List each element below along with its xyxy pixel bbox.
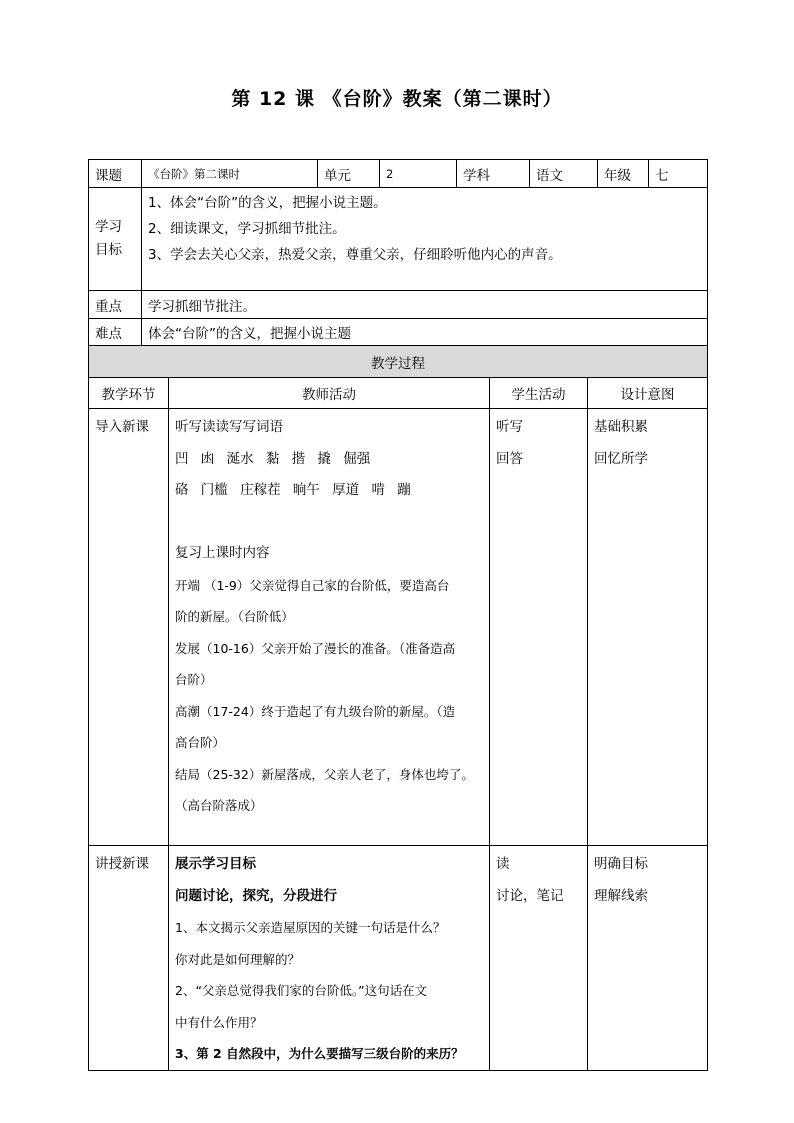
process-banner: 教学过程: [89, 346, 708, 378]
goals-label: [89, 188, 142, 291]
purpose-line: 基础积累: [594, 419, 648, 435]
purpose-cell: [588, 846, 708, 1071]
lesson-info-table: [88, 159, 708, 346]
difficulty-label: 难点: [89, 319, 142, 346]
goal-item: 2、细读课文，学习抓细节批注。: [148, 221, 346, 237]
student-line: 听写: [496, 419, 523, 435]
table-row: [89, 409, 708, 846]
teacher-line: 凹 凼 涎水 黏 揩 撬 倔强: [175, 450, 371, 467]
purpose-line: 理解线索: [594, 887, 648, 904]
focus-value: 学习抓细节批注。: [142, 291, 708, 319]
teacher-line: 2、“父亲总觉得我们家的台阶低。”这句话在文: [175, 983, 428, 998]
purpose-line: 明确目标: [594, 856, 648, 872]
teaching-process-table: [88, 345, 708, 1071]
grade-value: 七: [649, 160, 708, 188]
student-activity-cell: [490, 846, 588, 1071]
teacher-line: 高潮（17-24）终于造起了有九级台阶的新屋。（造: [175, 703, 456, 719]
goals-label-line: 学习: [95, 219, 122, 235]
student-line: 讨论，笔记: [496, 887, 564, 904]
stage-cell: [89, 846, 169, 1071]
teacher-line: （高台阶落成）: [175, 798, 263, 813]
goal-item: 1、体会“台阶”的含义，把握小说主题。: [148, 195, 387, 211]
purpose-cell: [588, 409, 708, 846]
goals-label-line: 目标: [95, 242, 122, 258]
student-line: 读: [496, 856, 510, 872]
table-row: [89, 846, 708, 1071]
subject-value: 语文: [530, 160, 598, 188]
teacher-line: 3、第 2 自然段中，为什么要描写三级台阶的来历？: [175, 1046, 464, 1061]
topic-label: 课题: [89, 160, 142, 188]
unit-value: 2: [380, 160, 457, 188]
focus-label: 重点: [89, 291, 142, 319]
stage-label: 导入新课: [95, 419, 149, 435]
header-stage: 教学环节: [89, 378, 169, 409]
teacher-line: 阶的新屋。（台阶低）: [175, 609, 294, 624]
header-purpose: 设计意图: [588, 378, 708, 409]
teacher-line: 结局（25-32）新屋落成，父亲人老了，身体也垮了。: [175, 766, 474, 782]
teacher-line: 台阶）: [175, 672, 213, 687]
teacher-line: 复习上课时内容: [175, 545, 270, 561]
teacher-line: 中有什么作用？: [175, 1014, 263, 1030]
teacher-line: 听写读读写写词语: [175, 419, 283, 435]
teacher-line: 展示学习目标: [175, 856, 256, 872]
student-activity-cell: [490, 409, 588, 846]
teacher-line: 问题讨论，探究，分段进行: [175, 887, 337, 904]
teacher-line: 高台阶）: [175, 735, 226, 750]
teacher-line: [175, 507, 483, 539]
page-title: 第 12 课 《台阶》教案（第二课时）: [231, 88, 563, 110]
teacher-line: 你对此是如何理解的？: [175, 951, 301, 967]
difficulty-value: 体会“台阶”的含义，把握小说主题: [142, 319, 708, 346]
purpose-line: 回忆所学: [594, 450, 648, 467]
stage-cell: [89, 409, 169, 846]
teacher-line: 1、本文揭示父亲造屋原因的关键一句话是什么？: [175, 920, 446, 935]
subject-label: 学科: [457, 160, 530, 188]
unit-label: 单元: [318, 160, 380, 188]
teacher-activity-cell: [169, 409, 490, 846]
grade-label: 年级: [598, 160, 649, 188]
header-teacher: 教师活动: [169, 378, 490, 409]
student-line: 回答: [496, 450, 523, 467]
stage-label: 讲授新课: [95, 856, 149, 872]
teacher-activity-cell: [169, 846, 490, 1071]
goals-list: [142, 188, 708, 291]
teacher-line: 硌 门槛 庄稼茬 晌午 厚道 啃 蹦: [175, 482, 411, 498]
topic-value: 《台阶》第二课时: [142, 160, 318, 188]
goal-item: 3、学会去关心父亲，热爱父亲，尊重父亲，仔细聆听他内心的声音。: [148, 247, 562, 263]
teacher-line: 开端 （1-9）父亲觉得自己家的台阶低，要造高台: [175, 577, 450, 593]
teacher-line: 发展（10-16）父亲开始了漫长的准备。（准备造高: [175, 640, 456, 656]
header-student: 学生活动: [490, 378, 588, 409]
